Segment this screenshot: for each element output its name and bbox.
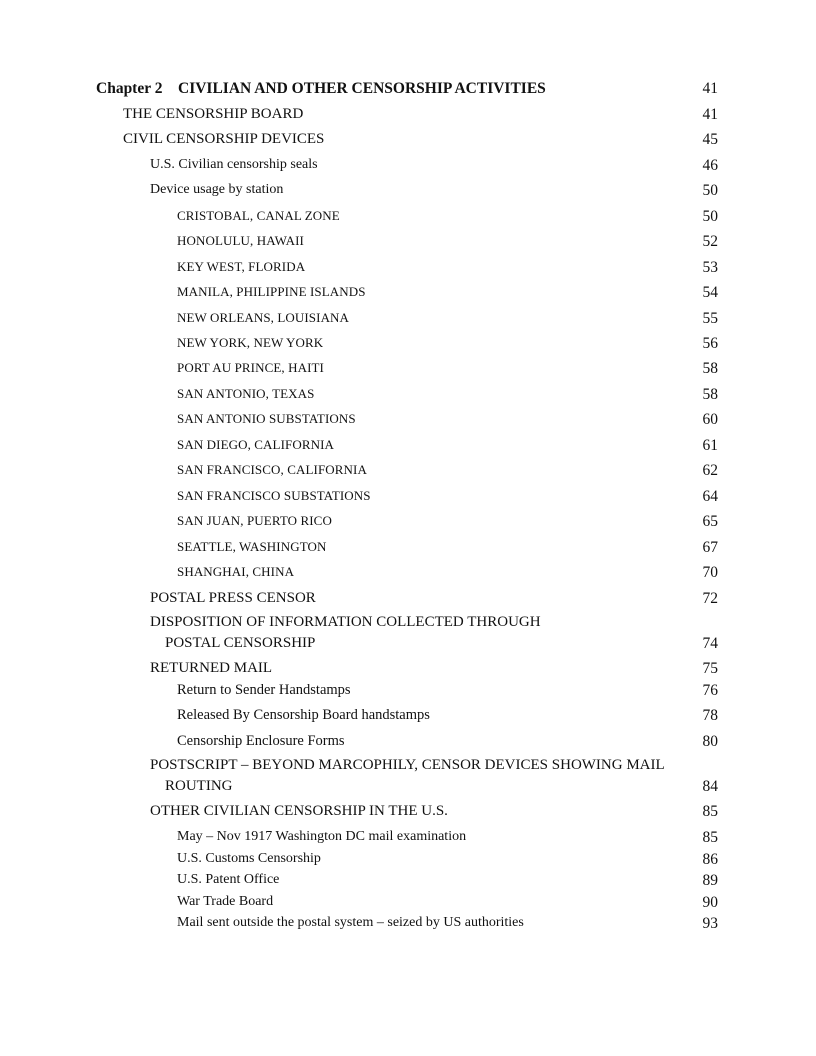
- toc-page-number: 76: [702, 682, 718, 699]
- toc-entry[interactable]: [0, 872, 816, 892]
- toc-page-number: 41: [702, 106, 718, 123]
- toc-entry[interactable]: [0, 757, 816, 801]
- toc-entry-title: Mail sent outside the postal system – seized by US authorities: [177, 915, 524, 930]
- toc-entry[interactable]: [0, 733, 816, 753]
- toc-entry-title: RETURNED MAIL: [150, 660, 273, 676]
- toc-entry-title: War Trade Board: [177, 894, 274, 909]
- toc-page-number: 80: [702, 733, 718, 750]
- toc-entry[interactable]: [0, 259, 816, 279]
- toc-entry[interactable]: [0, 707, 816, 727]
- toc-page-number: 53: [702, 259, 718, 276]
- toc-entry-title: POSTSCRIPT – BEYOND MARCOPHILY, CENSOR DEVICES SHOWING MAIL: [150, 757, 665, 773]
- toc-entry[interactable]: [0, 310, 816, 330]
- toc-entry[interactable]: [0, 106, 816, 126]
- toc-entry-title: SAN FRANCISCO, CALIFORNIA: [177, 462, 367, 477]
- toc-page-number: 56: [702, 335, 718, 352]
- toc-page-number: 62: [702, 462, 718, 479]
- toc-page-number: 65: [702, 513, 718, 530]
- toc-entry-title: NEW YORK, NEW YORK: [177, 335, 324, 350]
- toc-page-number: 46: [702, 157, 718, 174]
- toc-entry-title: SHANGHAI, CHINA: [177, 564, 295, 579]
- toc-entry-title: Censorship Enclosure Forms: [177, 733, 345, 749]
- toc-page-number: 58: [702, 360, 718, 377]
- toc-entry[interactable]: [0, 208, 816, 228]
- toc-entry-title: May – Nov 1917 Washington DC mail examination: [177, 829, 467, 844]
- toc-entry[interactable]: [0, 851, 816, 871]
- toc-entry[interactable]: [0, 182, 816, 202]
- toc-page-number: 61: [702, 437, 718, 454]
- toc-page-number: 60: [702, 411, 718, 428]
- toc-entry[interactable]: [0, 386, 816, 406]
- toc-page-number: 85: [702, 829, 718, 846]
- toc-entry[interactable]: [0, 335, 816, 355]
- toc-entry[interactable]: [0, 360, 816, 380]
- chapter-title: CIVILIAN AND OTHER CENSORSHIP ACTIVITIES: [178, 80, 546, 97]
- toc-page-number: 89: [702, 872, 718, 889]
- toc-entry[interactable]: [0, 462, 816, 482]
- toc-entry[interactable]: [0, 437, 816, 457]
- toc-page-number: 50: [702, 182, 718, 199]
- toc-page-number: 52: [702, 233, 718, 250]
- toc-entry[interactable]: [0, 131, 816, 151]
- toc-entry-title: CRISTOBAL, CANAL ZONE: [177, 208, 340, 223]
- toc-entry-title: SAN JUAN, PUERTO RICO: [177, 513, 332, 528]
- toc-page-number: 74: [702, 635, 718, 652]
- toc-entry[interactable]: [0, 894, 816, 914]
- toc-entry[interactable]: [0, 284, 816, 304]
- toc-entry[interactable]: [0, 513, 816, 533]
- toc-entry-title: CIVIL CENSORSHIP DEVICES: [123, 131, 325, 147]
- toc-page-number: 72: [702, 590, 718, 607]
- toc-entry-title: POSTAL PRESS CENSOR: [150, 590, 316, 606]
- toc-entry[interactable]: [0, 157, 816, 177]
- toc-page-number: 93: [702, 915, 718, 932]
- toc-entry-title: SEATTLE, WASHINGTON: [177, 539, 327, 554]
- toc-entry[interactable]: [0, 488, 816, 508]
- toc-entry-title: DISPOSITION OF INFORMATION COLLECTED THROUGH: [150, 614, 541, 630]
- toc-entry[interactable]: [0, 660, 816, 680]
- toc-entry-title: NEW ORLEANS, LOUISIANA: [177, 310, 350, 325]
- toc-page-number: 67: [702, 539, 718, 556]
- toc-entry-title: Released By Censorship Board handstamps: [177, 707, 430, 723]
- toc-entry-title: SAN ANTONIO, TEXAS: [177, 386, 315, 401]
- toc-entry[interactable]: [0, 829, 816, 849]
- toc-page-number: 78: [702, 707, 718, 724]
- toc-entry-title: THE CENSORSHIP BOARD: [123, 106, 304, 122]
- toc-page-number: 45: [702, 131, 718, 148]
- toc-entry[interactable]: [0, 590, 816, 610]
- toc-entry-title: OTHER CIVILIAN CENSORSHIP IN THE U.S.: [150, 803, 448, 819]
- toc-entry-title: Return to Sender Handstamps: [177, 682, 351, 698]
- toc-entry[interactable]: [0, 915, 816, 935]
- toc-page-number: 55: [702, 310, 718, 327]
- toc-page-number: 58: [702, 386, 718, 403]
- toc-entry-title: U.S. Civilian censorship seals: [150, 157, 318, 172]
- toc-page-number: 70: [702, 564, 718, 581]
- toc-entry-title: Device usage by station: [150, 182, 284, 197]
- toc-entry-title: SAN DIEGO, CALIFORNIA: [177, 437, 335, 452]
- toc-page-number: 64: [702, 488, 718, 505]
- toc-page-number: 54: [702, 284, 718, 301]
- toc-entry[interactable]: [0, 564, 816, 584]
- toc-page-number: 75: [702, 660, 718, 677]
- toc-page-number: 50: [702, 208, 718, 225]
- toc-entry-title: MANILA, PHILIPPINE ISLANDS: [177, 284, 366, 299]
- toc-page-number: 90: [702, 894, 718, 911]
- chapter-page-number: 41: [702, 80, 718, 97]
- toc-entry[interactable]: [0, 411, 816, 431]
- toc-entry-title: SAN ANTONIO SUBSTATIONS: [177, 411, 356, 426]
- toc-page-number: 84: [702, 778, 718, 795]
- toc-entry-title-continued: POSTAL CENSORSHIP: [165, 635, 316, 651]
- toc-entry-title: PORT AU PRINCE, HAITI: [177, 360, 324, 375]
- toc-entry[interactable]: [0, 614, 816, 658]
- toc-entry[interactable]: [0, 539, 816, 559]
- toc-entry[interactable]: [0, 233, 816, 253]
- chapter-label: Chapter 2: [96, 80, 163, 97]
- toc-entry-title: SAN FRANCISCO SUBSTATIONS: [177, 488, 371, 503]
- toc-page-number: 85: [702, 803, 718, 820]
- toc-entry[interactable]: [0, 682, 816, 702]
- chapter-heading-row[interactable]: [0, 80, 816, 100]
- toc-page-number: 86: [702, 851, 718, 868]
- toc-entry[interactable]: [0, 803, 816, 823]
- toc-entry-title: U.S. Customs Censorship: [177, 851, 321, 866]
- toc-entry-title-continued: ROUTING: [165, 778, 233, 794]
- toc-entry-title: HONOLULU, HAWAII: [177, 233, 304, 248]
- toc-entry-title: KEY WEST, FLORIDA: [177, 259, 306, 274]
- toc-entry-title: U.S. Patent Office: [177, 872, 280, 887]
